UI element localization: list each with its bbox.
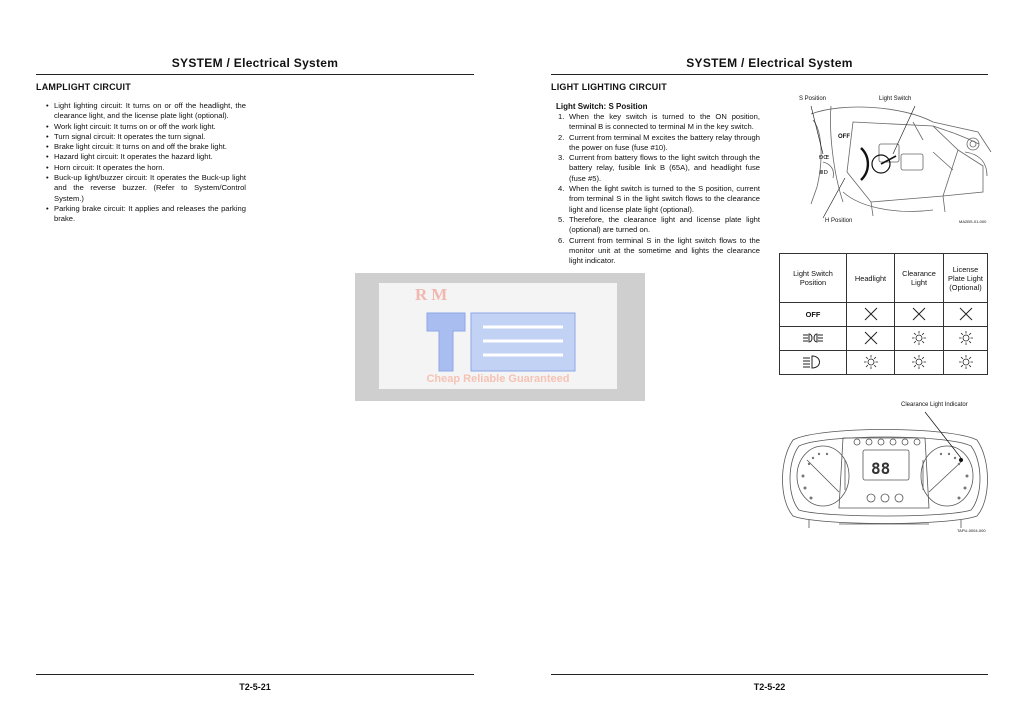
- list-item: 2. Current from terminal M excites the battery relay through the power on fuse (fuse #10).: [558, 132, 760, 152]
- list-item: • Work light circuit: It turns on or off the work light.: [46, 122, 246, 132]
- position-off: OFF: [780, 303, 847, 327]
- watermark: [355, 273, 645, 401]
- table-row: [780, 303, 988, 327]
- col-header-clearance: Clearance Light: [895, 254, 944, 303]
- svg-text:ĐŒ: ĐŒ: [819, 155, 830, 161]
- h-position-label: H Position: [825, 218, 853, 224]
- lamp-off-icon: [895, 303, 944, 327]
- monitor-panel-illustration: [779, 400, 991, 540]
- col-header-position: Light Switch Position: [780, 254, 847, 303]
- lamp-on-icon: [847, 351, 895, 375]
- watermark-tagline: Cheap Reliable Guaranteed: [426, 373, 570, 385]
- light-switch-table: [779, 253, 988, 375]
- figure-code: MA2BS-01-000: [959, 219, 987, 224]
- list-item: • Hazard light circuit: It operates the hazard light.: [46, 152, 246, 162]
- lamp-on-icon: [895, 351, 944, 375]
- list-item: 6. Current from terminal S in the light switch flows to the monitor unit at the sometime and lights the clearance light indicator.: [558, 235, 760, 266]
- watermark-logo-text: RM: [415, 285, 452, 304]
- lamp-on-icon: [944, 327, 988, 351]
- list-item: • Brake light circuit: It turns on and off the brake light.: [46, 142, 246, 152]
- list-item: • Turn signal circuit: It operates the turn signal.: [46, 132, 246, 142]
- clearance-indicator-label: Clearance Light Indicator: [901, 402, 968, 408]
- col-header-license: License Plate Light (Optional): [944, 254, 988, 303]
- list-item: • Horn circuit: It operates the horn.: [46, 163, 246, 173]
- page-header: SYSTEM / Electrical System: [686, 56, 853, 70]
- footer-rule: [36, 674, 474, 675]
- watermark-logo-icon: [379, 297, 617, 385]
- list-item: 3. Current from battery flows to the light switch through the battery relay, fusible link B (65A), and headlight fuse (fuse #5).: [558, 153, 760, 183]
- svg-text:≣D: ≣D: [819, 170, 828, 176]
- s-position-label: S Position: [799, 96, 827, 102]
- section-title: LIGHT LIGHTING CIRCUIT: [551, 82, 667, 92]
- list-item: • Parking brake circuit: It applies and releases the parking brake.: [46, 204, 246, 225]
- section-title: LAMPLIGHT CIRCUIT: [36, 82, 131, 92]
- light-switch-label: Light Switch: [879, 96, 912, 102]
- table-row: [780, 327, 988, 351]
- dashboard-illustration: [783, 92, 993, 228]
- steps-list: [558, 112, 760, 266]
- page-header: SYSTEM / Electrical System: [171, 56, 339, 70]
- monitor-unit-figure: [779, 400, 991, 540]
- list-item: 5. Therefore, the clearance light and license plate light (optional) are turned on.: [558, 214, 760, 235]
- list-item: 4. When the light switch is turned to the S position, current from terminal S in the light switch flows to the clearance light and license plate light (optional).: [558, 184, 760, 214]
- list-item: 1. When the key switch is turned to the ON position, terminal B is connected to terminal M in the key switch.: [558, 112, 760, 132]
- indicator-leader-line: [925, 412, 961, 458]
- lamp-on-icon: [895, 327, 944, 351]
- light-switch-figure: [783, 92, 993, 228]
- lamp-on-icon: [944, 351, 988, 375]
- monitor-display: 88: [871, 459, 891, 478]
- header-rule: [36, 74, 474, 75]
- list-item: • Buck-up light/buzzer circuit: It operates the Buck-up light and the reverse buzzer. (Refer to System/Control System.): [46, 173, 246, 204]
- lamp-off-icon: [847, 303, 895, 327]
- off-label: OFF: [838, 134, 850, 140]
- lamp-off-icon: [944, 303, 988, 327]
- footer-rule: [551, 674, 988, 675]
- header-rule: [551, 74, 988, 75]
- lamp-off-icon: [847, 327, 895, 351]
- page-number: T2-5-22: [753, 682, 786, 692]
- headlight-icon: [780, 351, 847, 375]
- list-item: • Light lighting circuit: It turns on or off the headlight, the clearance light, and the license plate light (optional).: [46, 101, 246, 122]
- subsection-title: Light Switch: S Position: [556, 102, 648, 111]
- bullet-list: [46, 101, 246, 225]
- switch-rotation-arc: [861, 148, 868, 180]
- figure-code: TAPU-0004-000: [957, 528, 986, 533]
- watermark-panel: [379, 283, 617, 389]
- col-header-headlight: Headlight: [847, 254, 895, 303]
- clearance-light-icon: [780, 327, 847, 351]
- page-number: T2-5-21: [239, 682, 271, 692]
- table-row: [780, 351, 988, 375]
- clearance-indicator-lamp: [959, 458, 963, 462]
